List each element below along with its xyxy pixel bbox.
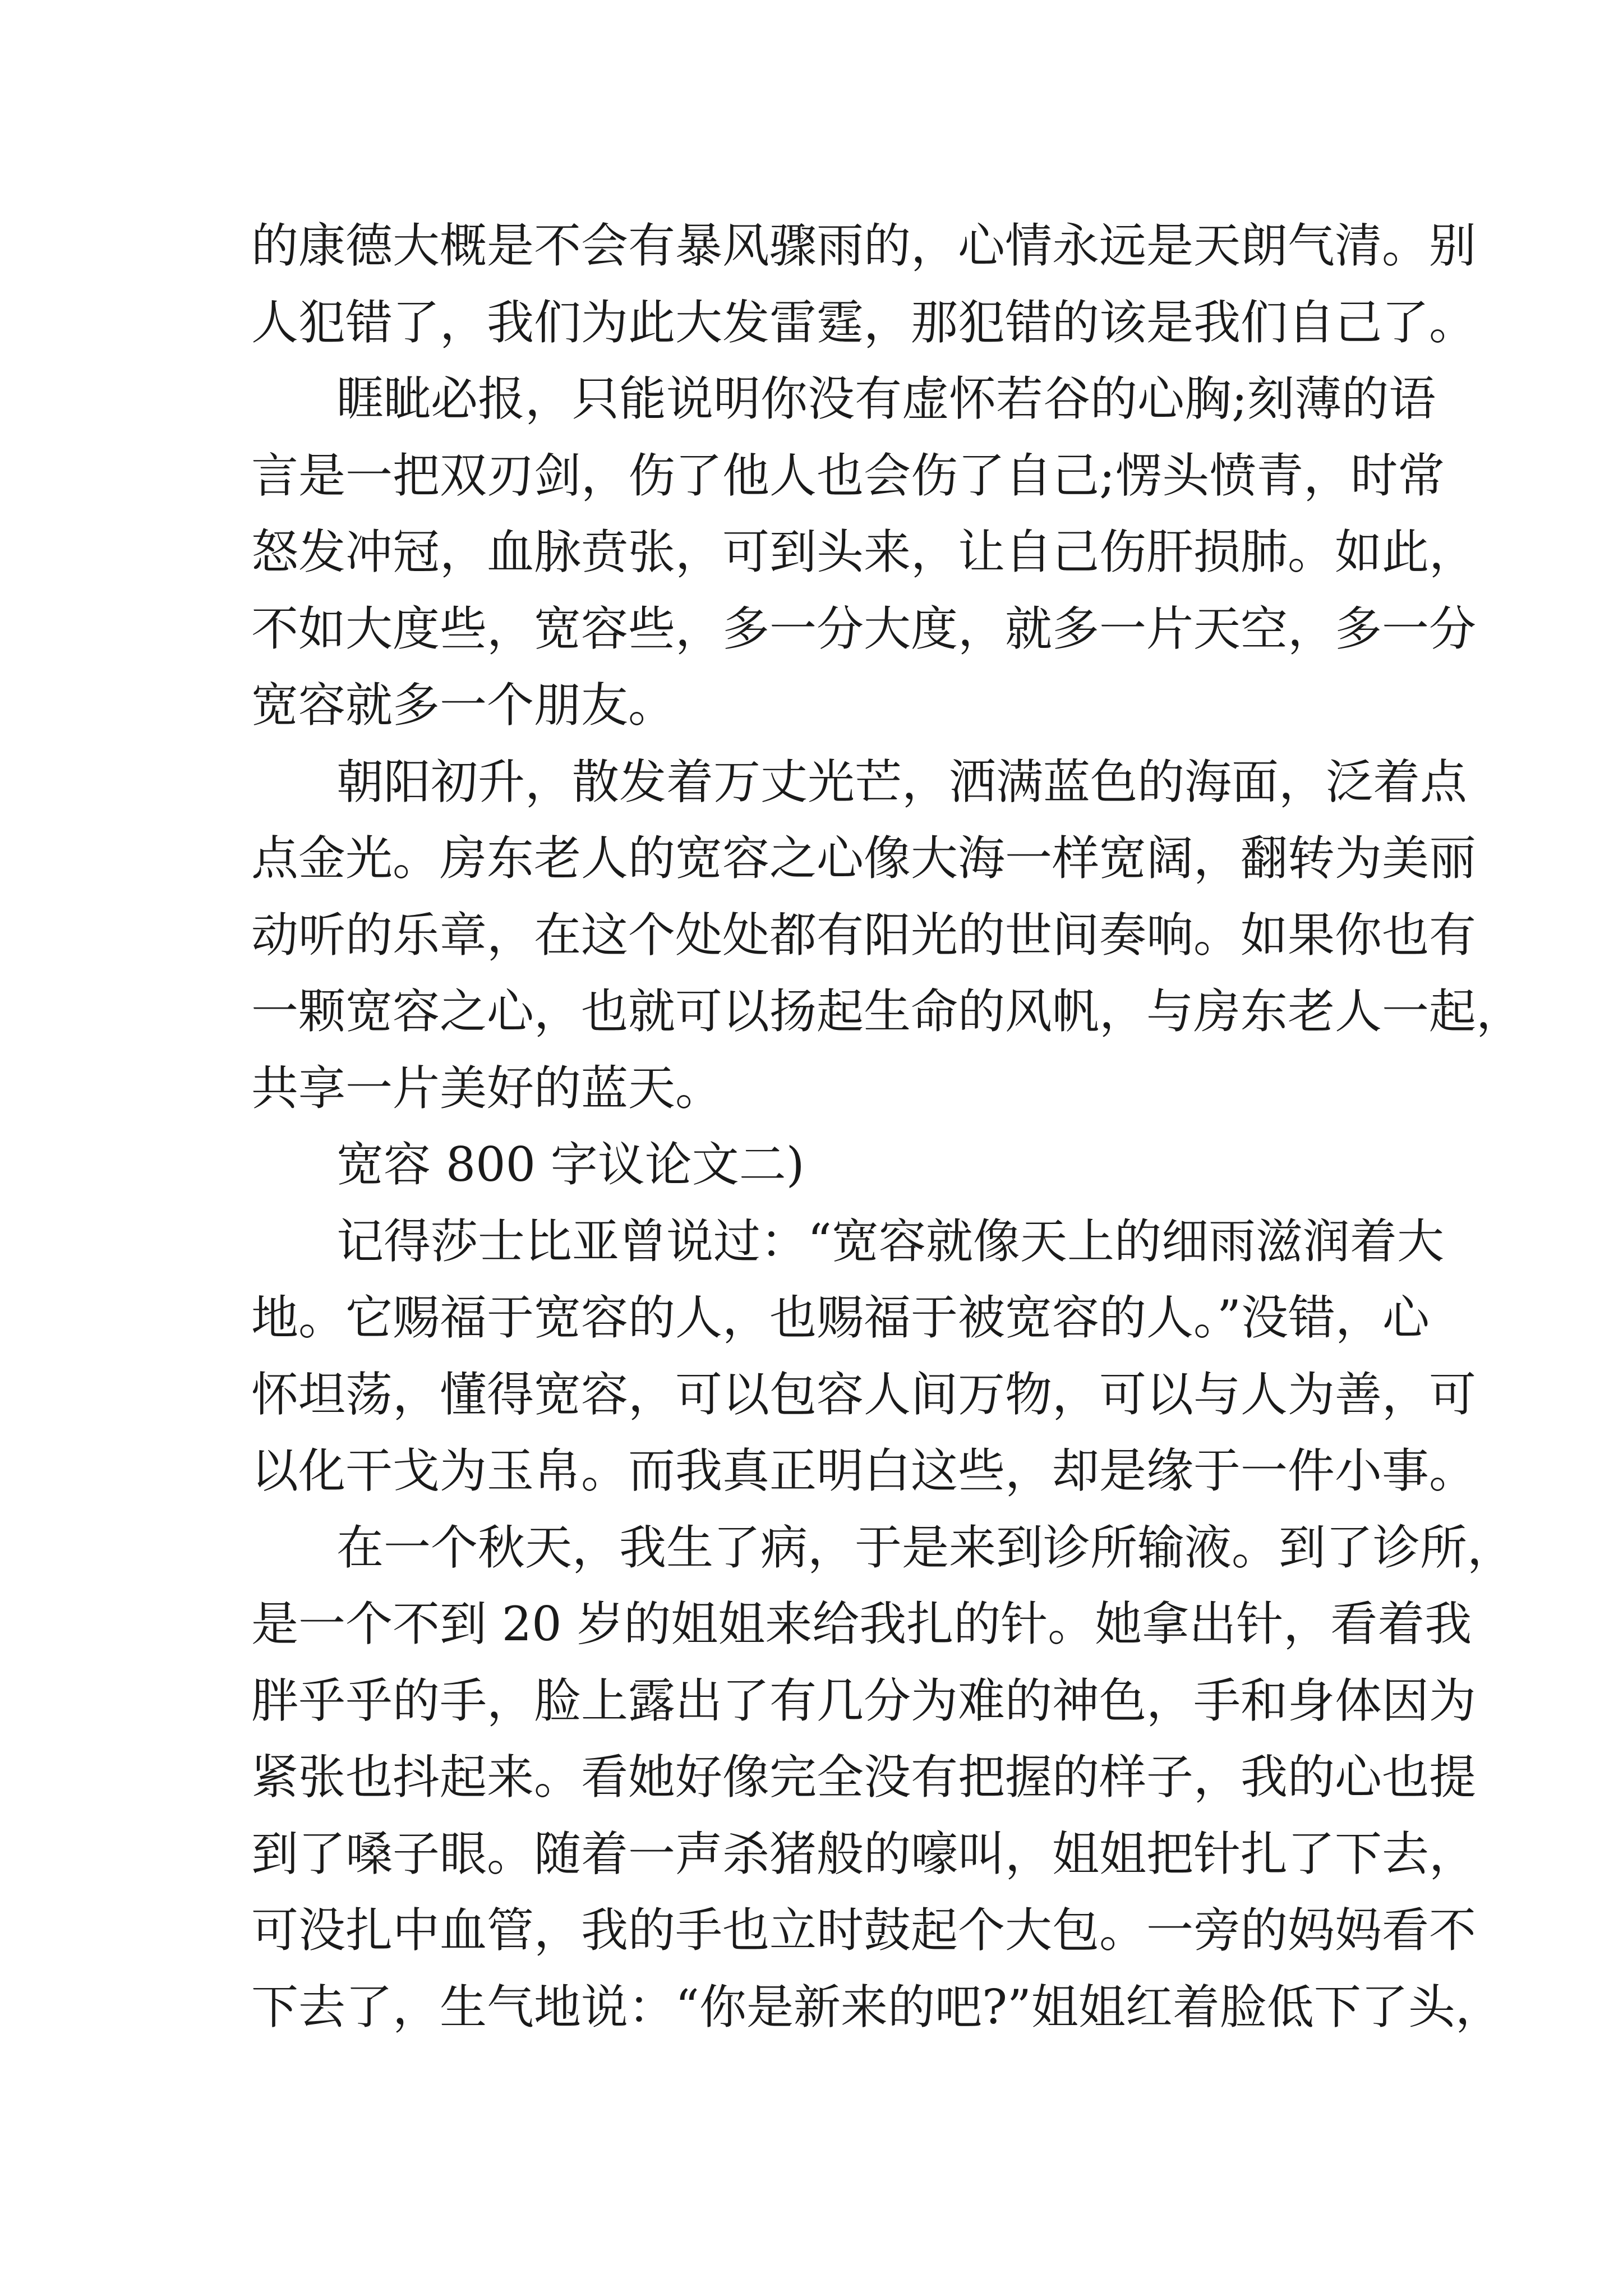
- text-line: 到了嗓子眼。随着一声杀猪般的嚎叫，姐姐把针扎了下去，: [251, 1826, 1477, 1881]
- text-line: 不如大度些，宽容些，多一分大度，就多一片天空，多一分: [251, 601, 1477, 656]
- text-line: 睚眦必报，只能说明你没有虚怀若谷的心胸;刻薄的语: [336, 371, 1436, 426]
- text-line: 宽容就多一个朋友。: [251, 678, 676, 733]
- text-line: 可没扎中血管，我的手也立时鼓起个大包。一旁的妈妈看不: [251, 1903, 1477, 1958]
- text-line: 点金光。房东老人的宽容之心像大海一样宽阔，翻转为美丽: [251, 831, 1477, 886]
- text-line: 言是一把双刃剑，伤了他人也会伤了自己;愣头愤青，时常: [251, 448, 1445, 503]
- text-line: 以化干戈为玉帛。而我真正明白这些，却是缘于一件小事。: [251, 1443, 1477, 1498]
- text-line: 紧张也抖起来。看她好像完全没有把握的样子，我的心也提: [251, 1750, 1477, 1805]
- text-line: 宽容 800 字议论文二): [336, 1137, 805, 1192]
- text-line: 胖乎乎的手，脸上露出了有几分为难的神色，手和身体因为: [251, 1673, 1477, 1728]
- text-line: 共享一片美好的蓝天。: [251, 1060, 723, 1116]
- text-line: 人犯错了，我们为此大发雷霆，那犯错的该是我们自己了。: [251, 295, 1477, 350]
- text-line: 朝阳初升，散发着万丈光芒，洒满蓝色的海面，泛着点: [336, 754, 1468, 809]
- text-line: 一颗宽容之心，也就可以扬起生命的风帆，与房东老人一起，: [251, 984, 1524, 1039]
- document-body: [251, 208, 1524, 2045]
- text-line: 动听的乐章，在这个处处都有阳光的世间奏响。如果你也有: [251, 907, 1477, 963]
- text-line: 怀坦荡，懂得宽容，可以包容人间万物，可以与人为善，可: [251, 1366, 1477, 1422]
- text-line: 的康德大概是不会有暴风骤雨的，心情永远是天朗气清。别: [251, 218, 1477, 273]
- text-line: 下去了，生气地说：“你是新来的吧?”姐姐红着脸低下了头，: [251, 1979, 1502, 2035]
- text-line: 记得莎士比亚曾说过：“宽容就像天上的细雨滋润着大: [336, 1213, 1444, 1269]
- text-line: 在一个秋天，我生了病，于是来到诊所输液。到了诊所，: [336, 1520, 1515, 1575]
- text-line: 是一个不到 20 岁的姐姐来给我扎的针。她拿出针，看着我: [251, 1596, 1472, 1651]
- text-line: 地。它赐福于宽容的人，也赐福于被宽容的人。”没错，心: [251, 1290, 1430, 1345]
- text-line: 怒发冲冠，血脉贲张，可到头来，让自己伤肝损肺。如此，: [251, 524, 1477, 579]
